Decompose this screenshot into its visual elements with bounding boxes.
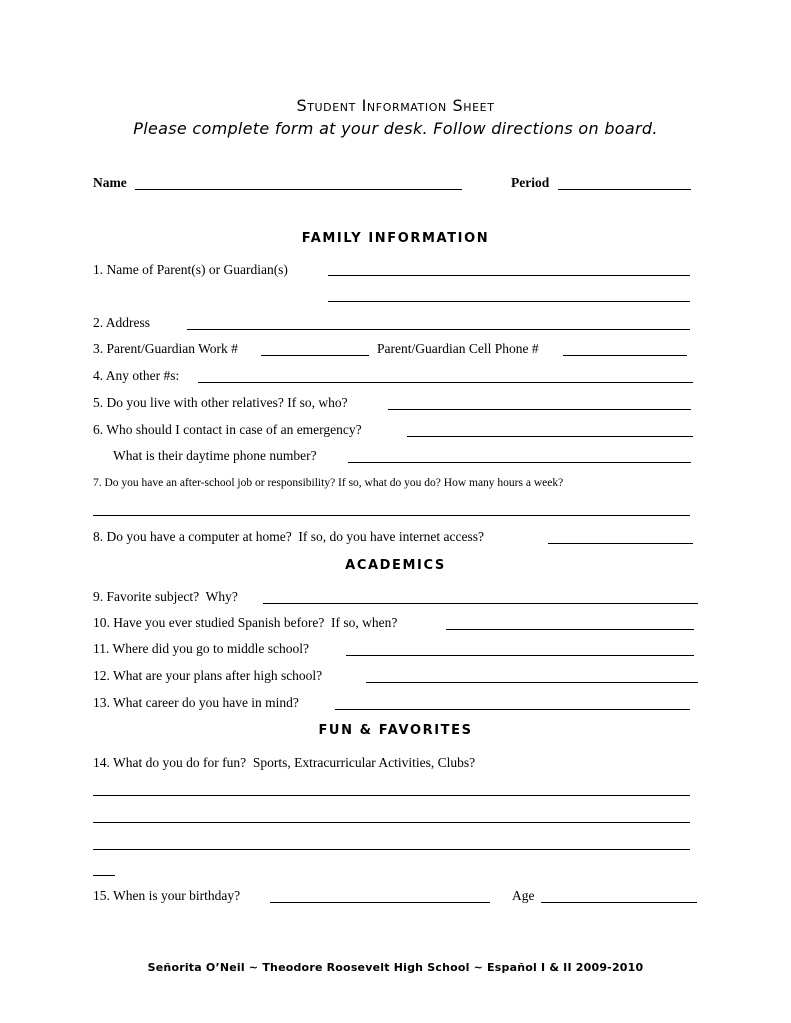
answer-line-14d[interactable] [93, 875, 115, 876]
question-2: 2. Address [93, 315, 150, 330]
period-field[interactable] [558, 189, 691, 190]
name-field[interactable] [135, 189, 462, 190]
page-footer: Señorita O’Neil ~ Theodore Roosevelt High School ~ Español I & II 2009-2010 [147, 961, 644, 974]
question-7: 7. Do you have an after-school job or responsibility? If so, what do you do? How many hours a week? [93, 477, 564, 489]
age-label: Age [512, 888, 535, 903]
question-6b: What is their daytime phone number? [113, 448, 317, 463]
name-label: Name [93, 175, 127, 190]
answer-line-12[interactable] [366, 682, 698, 683]
answer-line-1b[interactable] [328, 301, 690, 302]
question-5: 5. Do you live with other relatives? If so, who? [93, 395, 348, 410]
page-subtitle: Please complete form at your desk. Follow directions on board. [133, 119, 658, 138]
question-12: 12. What are your plans after high school? [93, 668, 323, 683]
answer-line-6b[interactable] [348, 462, 691, 463]
answer-line-3-cell[interactable] [563, 355, 687, 356]
question-13: 13. What career do you have in mind? [93, 695, 299, 710]
answer-line-1a[interactable] [328, 275, 690, 276]
question-3-work: 3. Parent/Guardian Work # [93, 341, 238, 356]
question-15: 15. When is your birthday? [93, 888, 241, 903]
answer-line-6[interactable] [407, 436, 693, 437]
answer-line-7[interactable] [93, 515, 690, 516]
section-heading-academics: ACADEMICS [345, 558, 446, 573]
question-6: 6. Who should I contact in case of an emergency? [93, 422, 362, 437]
birthday-field[interactable] [270, 902, 490, 903]
page-title: Student Information Sheet [296, 96, 495, 115]
answer-line-9[interactable] [263, 603, 698, 604]
answer-line-4[interactable] [198, 382, 693, 383]
answer-line-11[interactable] [346, 655, 694, 656]
question-10: 10. Have you ever studied Spanish before? If so, when? [93, 615, 398, 630]
answer-line-10[interactable] [446, 629, 694, 630]
question-1: 1. Name of Parent(s) or Guardian(s) [93, 262, 288, 277]
answer-line-13[interactable] [335, 709, 690, 710]
answer-line-14a[interactable] [93, 795, 690, 796]
answer-line-3-work[interactable] [261, 355, 369, 356]
question-8: 8. Do you have a computer at home? If so, do you have internet access? [93, 529, 484, 544]
section-heading-family: FAMILY INFORMATION [301, 231, 490, 246]
answer-line-2[interactable] [187, 329, 690, 330]
answer-line-5[interactable] [388, 409, 691, 410]
age-field[interactable] [541, 902, 697, 903]
answer-line-14b[interactable] [93, 822, 690, 823]
question-9: 9. Favorite subject? Why? [93, 589, 238, 604]
period-label: Period [511, 175, 550, 190]
question-3-cell: Parent/Guardian Cell Phone # [377, 341, 539, 356]
question-11: 11. Where did you go to middle school? [93, 641, 309, 656]
section-heading-fun: FUN & FAVORITES [318, 723, 473, 738]
question-4: 4. Any other #s: [93, 368, 180, 383]
answer-line-8[interactable] [548, 543, 693, 544]
question-14: 14. What do you do for fun? Sports, Extracurricular Activities, Clubs? [93, 755, 476, 770]
answer-line-14c[interactable] [93, 849, 690, 850]
